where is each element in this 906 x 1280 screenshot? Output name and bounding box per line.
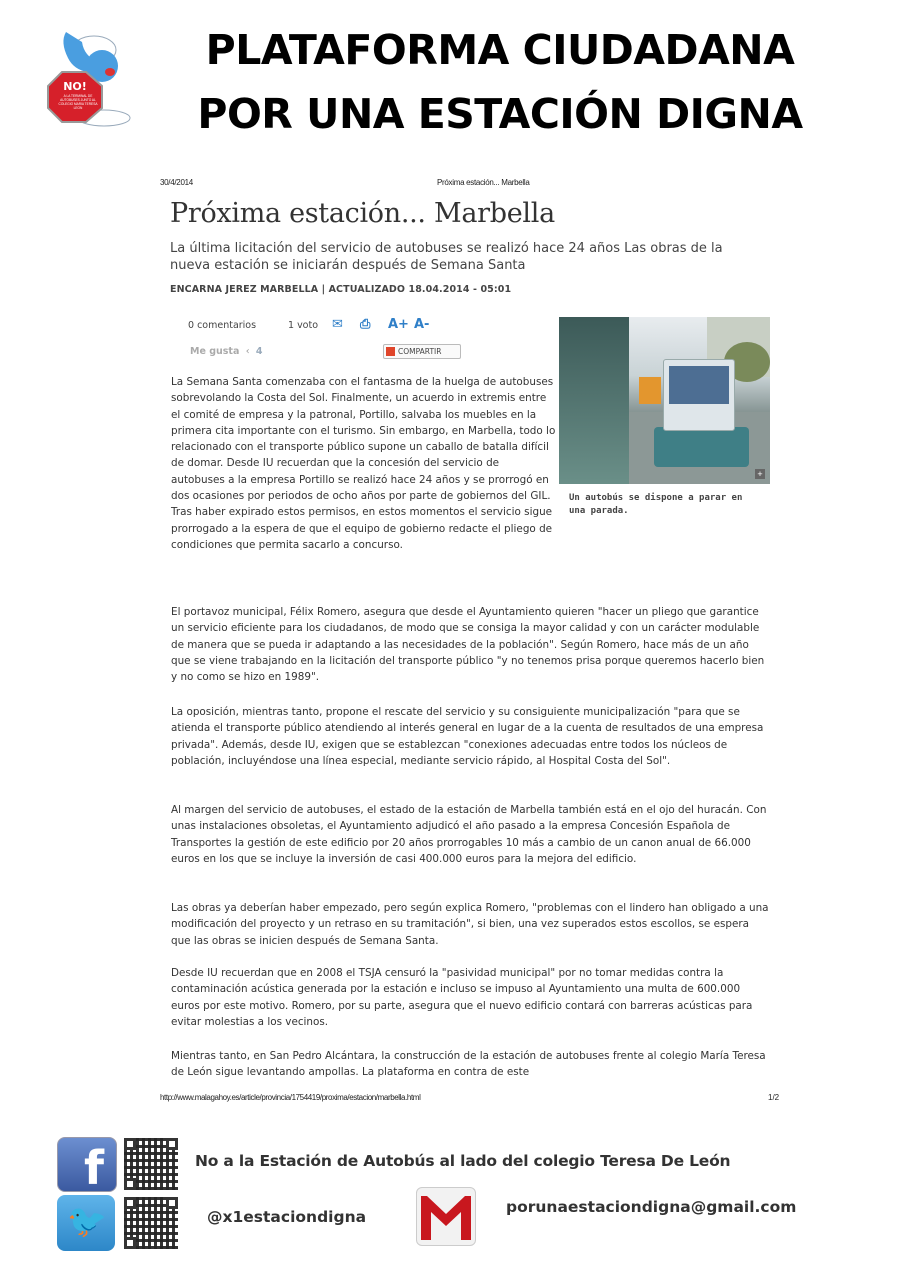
facebook-qr-code bbox=[124, 1138, 178, 1190]
gmail-icon[interactable] bbox=[416, 1187, 476, 1246]
platform-logo bbox=[44, 22, 132, 132]
title-line-2: POR UNA ESTACIÓN DIGNA bbox=[197, 90, 803, 138]
article-paragraph: Mientras tanto, en San Pedro Alcántara, la construcción de la estación de autobuses frente al colegio María Teresa de León sigue levantando ampollas. La plataforma en contra de este bbox=[171, 1050, 766, 1079]
share-button[interactable] bbox=[383, 344, 461, 359]
smurf-stop-sign-icon bbox=[44, 22, 132, 132]
enlarge-photo-icon[interactable]: + bbox=[755, 469, 765, 479]
font-increase-icon[interactable]: A+ bbox=[388, 317, 409, 332]
article-photo-bus[interactable] bbox=[559, 317, 770, 484]
print-date: 30/4/2014 bbox=[160, 178, 193, 187]
twitter-icon[interactable]: 🐦 bbox=[57, 1195, 115, 1251]
sign-subtext: A LA TERMINAL DE AUTOBUSES JUNTO AL COLEGIO MARIA TERESA LEON bbox=[58, 94, 98, 110]
like-count: 4 bbox=[255, 346, 263, 357]
article-paragraph: El portavoz municipal, Félix Romero, asegura que desde el Ayuntamiento quieren "hacer un pliego que garantice un servicio eficiente para los ciudadanos, de modo que se consiga la mayor calidad y con un carácter modulable de manera que se pueda ir adaptando a las necesidades de la población". Según Romero, hace más de un año que se viene trabajando en la licitación del transporte público "y no tenemos prisa porque queremos hacerlo bien y no como se hizo en 1989". bbox=[171, 606, 765, 684]
print-page-number: 1/2 bbox=[768, 1093, 780, 1102]
votes-count[interactable]: 1 voto bbox=[288, 320, 319, 331]
facebook-icon[interactable]: f bbox=[57, 1137, 117, 1192]
print-icon[interactable]: ⎙ bbox=[360, 317, 371, 332]
photo-caption: Un autobús se dispone a parar en una parada. bbox=[569, 493, 743, 516]
like-label: Me gusta bbox=[190, 346, 240, 357]
title-line-1: PLATAFORMA CIUDADANA bbox=[205, 26, 795, 74]
share-label: COMPARTIR bbox=[398, 347, 442, 356]
article-paragraph: Las obras ya deberían haber empezado, pero según explica Romero, "problemas con el lindero han obligado a una modificación del proyecto y un retraso en su tramitación", si bien, una vez superados estos escollos, se espera que las obras se inicien después de Semana Santa. bbox=[171, 902, 769, 947]
sign-no-text: NO! bbox=[63, 80, 87, 93]
article-paragraph: Desde IU recuerdan que en 2008 el TSJA censuró la "pasividad municipal" por no tomar medidas contra la contaminación acústica generada por la estación e incluso se impuso al Ayuntamiento una multa de 600.000 euros por este motivo. Romero, por su parte, asegura que el nuevo edificio contará con barreras acústicas para evitar molestias a los vecinos. bbox=[171, 967, 753, 1028]
article-paragraph: Al margen del servicio de autobuses, el estado de la estación de Marbella también está en el ojo del huracán. Con unas instalaciones obsoletas, el Ayuntamiento adjudicó el año pasado a la empresa Concesión Española de Transportes la gestión de este edificio por 20 años prorrogables 10 más a cambio de un canon anual de 66.000 euros en los que se incluye la inversión de casi 400.000 euros para la mejora del edificio. bbox=[171, 804, 767, 865]
print-url: http://www.malagahoy.es/article/provincia/1754419/proxima/estacion/marbella.html bbox=[160, 1093, 421, 1102]
footer-slogan: No a la Estación de Autobús al lado del colegio Teresa De León bbox=[195, 1152, 731, 1170]
email-icon[interactable]: ✉ bbox=[332, 317, 343, 332]
share-icon bbox=[386, 347, 395, 356]
twitter-handle[interactable]: @x1estaciondigna bbox=[207, 1208, 367, 1226]
article-subtitle: La última licitación del servicio de autobuses se realizó hace 24 años Las obras de la nueva estación se iniciarán después de Semana Santa bbox=[170, 241, 723, 273]
twitter-qr-code bbox=[124, 1197, 178, 1249]
comments-count[interactable]: 0 comentarios bbox=[188, 320, 257, 331]
like-bubble-icon: ‹ bbox=[245, 346, 250, 357]
font-decrease-icon[interactable]: A- bbox=[414, 317, 430, 332]
article-byline: ENCARNA JEREZ MARBELLA | ACTUALIZADO 18.04.2014 - 05:01 bbox=[170, 284, 512, 295]
contact-email[interactable]: porunaestaciondigna@gmail.com bbox=[506, 1198, 797, 1216]
like-button[interactable] bbox=[190, 346, 262, 357]
print-page-title: Próxima estación... Marbella bbox=[437, 178, 530, 187]
page-title bbox=[160, 18, 840, 146]
article-paragraph: La Semana Santa comenzaba con el fantasma de la huelga de autobuses sobrevolando la Costa del Sol. Finalmente, un acuerdo in extremis entre el comité de empresa y la patronal, Portillo, salvaba los muebles en la primera cita importante con el turismo. Sin embargo, en Marbella, todo lo relacionado con el transporte público supone un caballo de batalla difícil de domar. Desde IU recuerdan que la concesión del servicio de autobuses a la empresa Portillo se realizó hace 24 años y se prorrogó en dos ocasiones por periodos de ocho años por parte de gobiernos del GIL. Tras haber expirado estos permisos, en estos momentos el servicio sigue prorrogado a la espera de que el equipo de gobierno redacte el pliego de condiciones que permita sacarlo a concurso. bbox=[171, 376, 556, 551]
article-paragraph: La oposición, mientras tanto, propone el rescate del servicio y su consiguiente municipalización "para que se atienda el transporte público atendiendo al interés general en lugar de a la cuenta de resultados de una empresa privada". Además, desde IU, exigen que se establezcan "conexiones adecuadas entre todos los núcleos de población, incluyéndose una línea especial, mediante servicio rápido, al Hospital Costa del Sol". bbox=[171, 706, 764, 767]
article-title: Próxima estación... Marbella bbox=[170, 198, 555, 229]
